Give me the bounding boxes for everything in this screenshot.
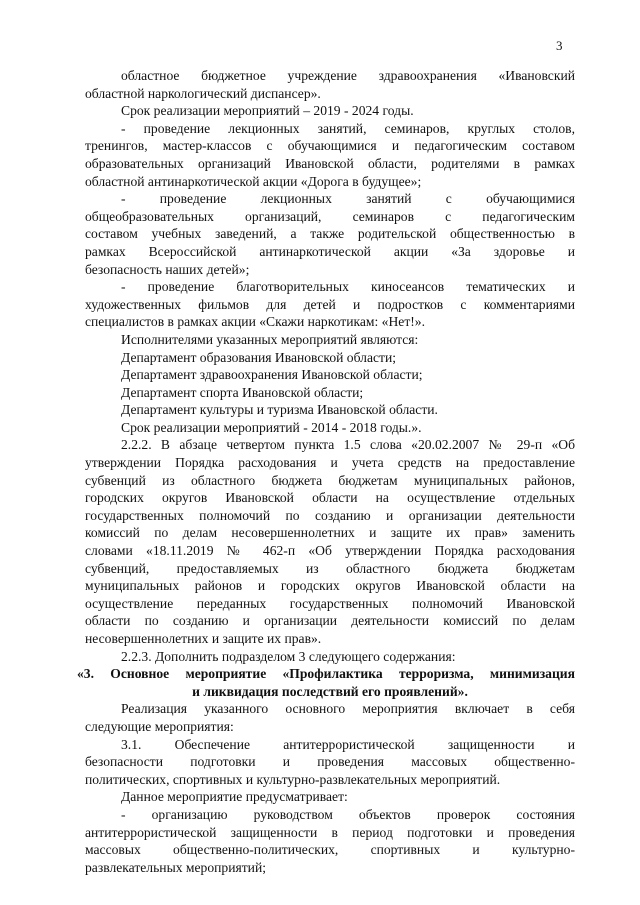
document-body (77, 67, 575, 876)
text-line: Департамент культуры и туризма Ивановской области. (121, 402, 438, 418)
text-line: областной наркологический диспансер». (85, 85, 321, 101)
text-line: художественных фильмов для детей и подростков с комментариями (85, 296, 575, 312)
text-line: государственных полномочий по созданию и организации деятельности (85, 507, 575, 523)
text-line: безопасности подготовки и проведения массовых общественно- (85, 754, 575, 770)
text-line: области по созданию и организации деятельности комиссий по делам (85, 613, 575, 629)
text-line: тренингов, мастер-классов с обучающимися и педагогическим составом (85, 138, 575, 154)
text-line: составом учебных заведений, а также родительской общественностью в (85, 226, 575, 242)
text-line: - проведение благотворительных киносеансов тематических и (121, 279, 575, 295)
text-line: рамках Всероссийской антинаркотической акции «За здоровье и (85, 243, 575, 259)
text-line: несовершеннолетних и защите их прав». (85, 631, 322, 646)
text-line: областное бюджетное учреждение здравоохранения «Ивановский (121, 68, 575, 83)
text-line: следующие мероприятия: (85, 718, 234, 734)
text-line: словами «18.11.2019 № 462-п «Об утверждении Порядка расходования (85, 543, 575, 559)
text-line: «3. Основное мероприятие «Профилактика терроризма, минимизация (77, 666, 575, 682)
text-line: городских округов Ивановской области на осуществление отдельных (85, 490, 575, 506)
text-line: Исполнителями указанных мероприятий являются: (121, 331, 419, 347)
text-line: специалистов в рамках акции «Скажи наркотикам: «Нет!». (85, 314, 425, 330)
text-line: общеобразовательных организаций, семинаров с педагогическим (85, 208, 575, 224)
text-line: Департамент здравоохранения Ивановской области; (121, 367, 423, 383)
text-line: осуществление переданных государственных полномочий Ивановской (85, 595, 575, 611)
text-line: политических, спортивных и культурно-развлекательных мероприятий. (85, 771, 501, 787)
text-line: Данное мероприятие предусматривает: (121, 789, 348, 805)
text-line: Реализация указанного основного мероприятия включает в себя (121, 701, 575, 717)
text-line: муниципальных районов и городских округов Ивановской области на (85, 578, 575, 594)
text-line: Департамент спорта Ивановской области; (121, 384, 364, 400)
text-line: развлекательных мероприятий; (85, 859, 266, 875)
text-line: 2.2.2. В абзаце четвертом пункта 1.5 слова «20.02.2007 № 29-п «Об (121, 437, 575, 453)
text-line: 3.1. Обеспечение антитеррористической защищенности и (121, 736, 575, 752)
text-line: субвенций из областного бюджета бюджетам муниципальных районов, (85, 472, 575, 488)
text-line: Департамент образования Ивановской области; (121, 349, 397, 365)
page-number: 3 (556, 38, 563, 53)
text-line: образовательных организаций Ивановской области, родителями в рамках (85, 155, 575, 171)
text-line: комиссий по делам несовершеннолетних и защите их прав» заменить (85, 525, 575, 541)
text-line: антитеррористической защищенности в период подготовки и проведения (85, 824, 575, 840)
text-line: - проведение лекционных занятий, семинаров, круглых столов, (121, 120, 575, 136)
text-line: безопасность наших детей»; (85, 261, 250, 277)
text-line: Срок реализации мероприятий – 2019 - 2024 годы. (121, 103, 414, 119)
text-line: областной антинаркотической акции «Дорога в будущее»; (85, 173, 422, 189)
text-line: утверждении Порядка расходования и учета средств на предоставление (85, 455, 575, 471)
text-line: - проведение лекционных занятий с обучающимися (121, 191, 575, 207)
text-line: Срок реализации мероприятий - 2014 - 2018 годы.». (121, 419, 422, 435)
text-line: - организацию руководством объектов проверок состояния (121, 806, 575, 822)
text-line: массовых общественно-политических, спортивных и культурно- (85, 842, 575, 858)
text-line: субвенций, предоставляемых из областного бюджета бюджетам (85, 560, 575, 576)
text-line: и ликвидация последствий его проявлений». (192, 683, 468, 699)
text-line: 2.2.3. Дополнить подразделом 3 следующего содержания: (121, 648, 456, 664)
